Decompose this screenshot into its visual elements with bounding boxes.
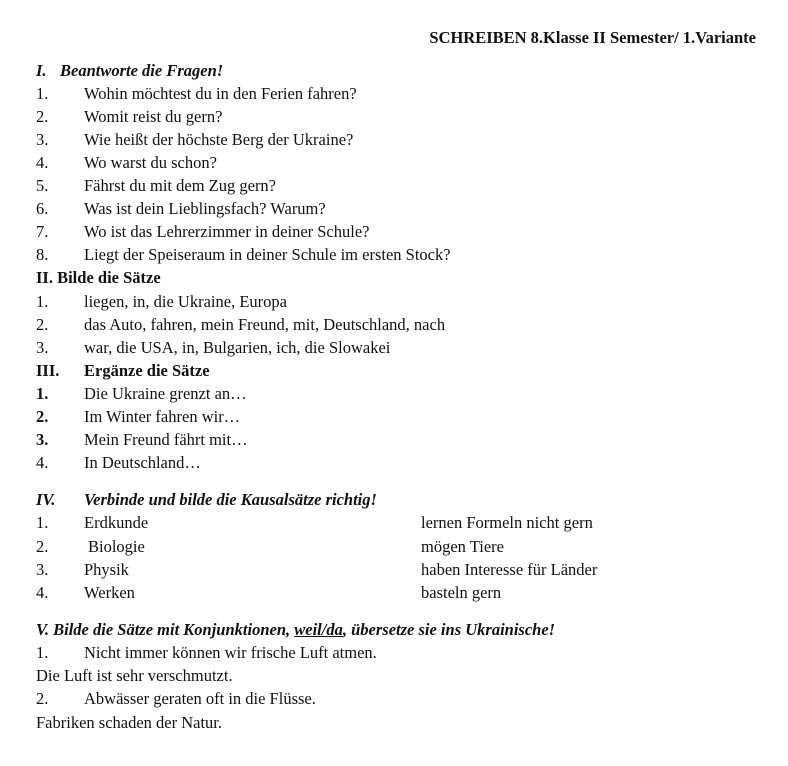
section-4-number: IV. — [36, 490, 56, 509]
page-title: SCHREIBEN 8.Klasse II Semester/ 1.Variante — [429, 28, 756, 47]
sentence-line: Fabriken schaden der Natur. — [36, 713, 223, 732]
section-2-heading: II. Bilde die Sätze — [36, 268, 161, 287]
matching-right: lernen Formeln nicht gern — [421, 513, 593, 532]
conjunctions-underlined: weil/da — [294, 620, 343, 639]
section-3-title: Ergänze die Sätze — [84, 361, 210, 380]
sentence-line: Die Luft ist sehr verschmutzt. — [36, 666, 233, 685]
section-1-title: Beantworte die Fragen! — [60, 61, 224, 80]
section-4-title: Verbinde und bilde die Kausalsätze richtig! — [84, 490, 377, 509]
section-3-number: III. — [36, 361, 60, 380]
worksheet-page: SCHREIBEN 8.Klasse II Semester/ 1.Variante I. Beantworte die Fragen! 1. Wohin möchtest du in den Ferien fahren? 2. Womit reist du gern? 3. Wie heißt der höchste Berg der Ukraine? 4. Wo warst du schon? 5. Fährst du mit dem Zug gern? 6. Was ist dein Lieblingsfach? Warum? 7. Wo ist das Lehrerzimmer in deiner Schule? 8. Liegt der Speiseraum in deiner Schule im ersten Stock? II. Bilde die Sätze 1. liegen, in, die Ukraine, Europa 2. das Auto, fahren, mein Freund, mit, Deutschland, nach 3. war, die USA, in, Bulgarien, ich, die Slowakei III. Ergänze die Sätze 1. Die Ukraine grenzt an… 2. Im Winter fahren wir… 3. Mein Freund fährt mit… 4. In Deutschland… IV. Verbinde und bilde die Kausalsätze richtig! 1. Erdkunde lernen Formeln nicht gern 2. Biologie mögen Tiere 3. Physik haben Interesse für Länder 4. Werken basteln gern V. Bilde die Sätze mit Konjunktionen, weil/da, übersetze sie ins Ukrainische! 1. Nicht immer können wir frische Luft atmen. Die Luft ist sehr verschmutzt. 2. Abwässer geraten oft in die Flüsse. Fabriken schaden der Natur. — [36, 28, 756, 732]
matching-right: haben Interesse für Länder — [421, 560, 598, 579]
section-5-heading: V. Bilde die Sätze mit Konjunktionen, weil/da, übersetze sie ins Ukrainische! — [36, 620, 556, 639]
section-1-number: I. — [36, 61, 47, 80]
matching-right: mögen Tiere — [421, 537, 504, 556]
matching-right: basteln gern — [421, 583, 502, 602]
